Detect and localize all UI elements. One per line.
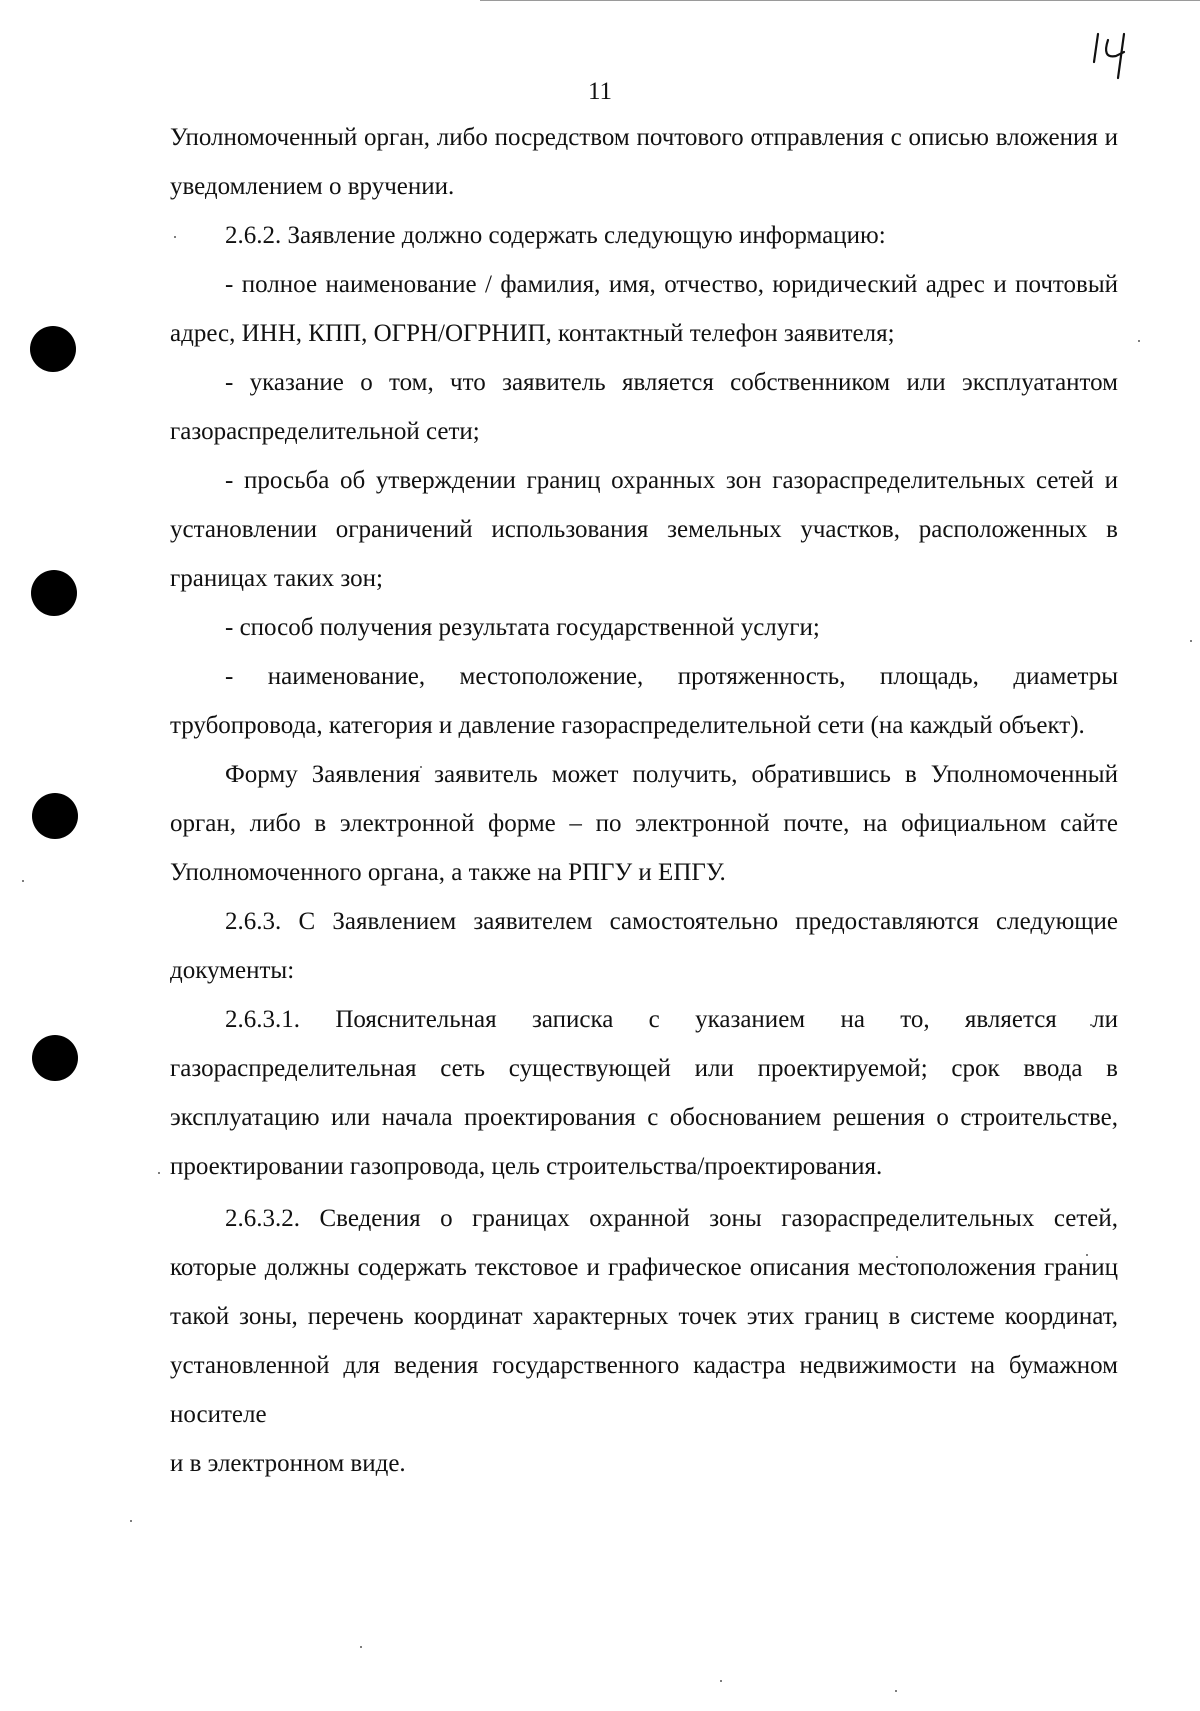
paragraph: 2.6.2. Заявление должно содержать следующую информацию: [225,222,886,249]
punch-hole [31,570,77,616]
paragraph: 2.6.3.1. Пояснительная записка с указанием на то, является ли газораспределительная сеть существующей или проектируемой; срок ввода в эксплуатацию или начала проектирования с обоснованием решения о строительстве, проектировании газопровода, цель строительства/проектирования. [170,1006,1118,1180]
document-body [170,113,1118,1488]
list-item: - полное наименование / фамилия, имя, отчество, юридический адрес и почтовый адрес, ИНН, КПП, ОГРН/ОГРНИП, контактный телефон заявителя; [170,271,1118,347]
scan-speck [1138,340,1140,342]
list-item: - просьба об утверждении границ охранных зон газораспределительных сетей и установлении ограничений использования земельных участков, расположенных в границах таких зон; [170,467,1118,592]
scan-speck [1190,640,1192,642]
scan-speck [720,1680,722,1682]
paragraph: Форму Заявления заявитель может получить, обратившись в Уполномоченный орган, либо в электронной форме – по электронной почте, на официальном сайте Уполномоченного органа, а также на РПГУ и ЕПГУ. [170,761,1118,886]
paragraph: Уполномоченный орган, либо посредством почтового отправления с описью вложения и уведомлением о вручении. [170,124,1118,200]
scan-speck [22,880,24,882]
scan-speck [360,1646,362,1648]
punch-hole [32,793,78,839]
punch-hole [30,326,76,372]
scan-edge-line [480,0,1200,1]
section-heading: 2.6.3. С Заявлением заявителем самостоятельно предоставляются следующие документы: [170,908,1118,984]
list-item: - наименование, местоположение, протяженность, площадь, диаметры трубопровода, категория и давление газораспределительной сети (на каждый объект). [170,663,1118,739]
punch-hole [32,1035,78,1081]
paragraph: 2.6.3.2. Сведения о границах охранной зоны газораспределительных сетей, которые должны содержать текстовое и графическое описания местоположения границ такой зоны, перечень координат характерных точек этих границ в системе координат, установленной для ведения государственного кадастра недвижимости на бумажном носителе [170,1205,1118,1428]
scan-speck [130,1520,132,1522]
list-item: - способ получения результата государственной услуги; [225,614,820,641]
scan-speck [158,1172,160,1174]
scan-speck [895,1690,897,1692]
page-number: 11 [587,78,613,105]
list-item: - указание о том, что заявитель является собственником или эксплуатантом газораспределительной сети; [170,369,1118,445]
paragraph-continuation: и в электронном виде. [170,1450,406,1477]
